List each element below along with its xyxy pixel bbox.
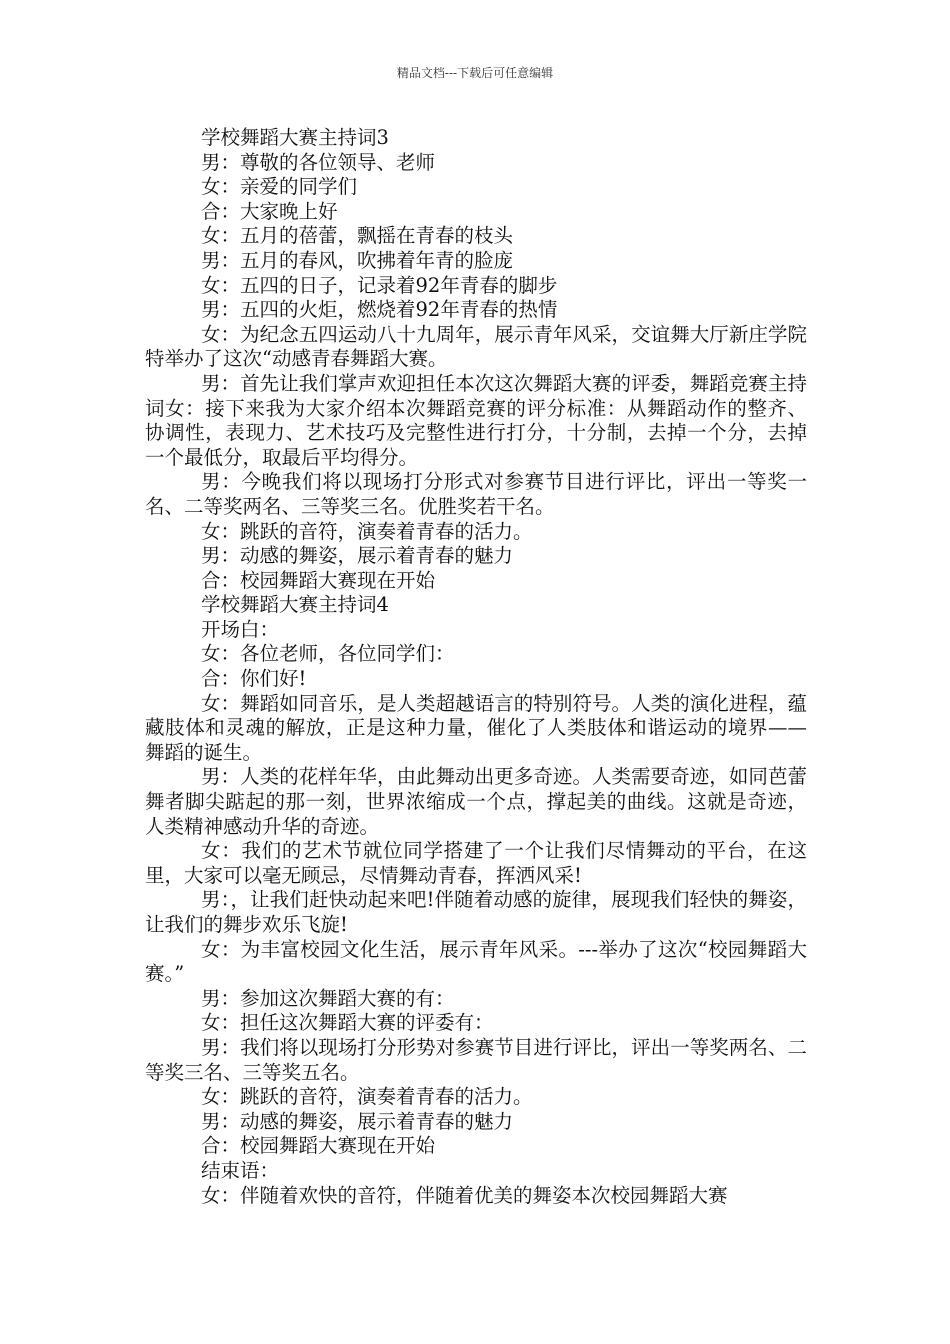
document-paragraph: 男：动感的舞姿，展示着青春的魅力 bbox=[201, 1109, 514, 1133]
document-paragraph: 男：五月的春风，吹拂着年青的脸庞 bbox=[201, 248, 514, 272]
document-paragraph: 女：亲爱的同学们 bbox=[201, 175, 358, 199]
document-paragraph: 女：五四的日子，记录着92年青春的脚步 bbox=[201, 273, 558, 297]
document-paragraph: 女：各位老师，各位同学们： bbox=[201, 642, 455, 666]
document-body bbox=[145, 126, 807, 1208]
document-paragraph: 合：大家晚上好 bbox=[201, 199, 338, 223]
document-paragraph: 学校舞蹈大赛主持词3 bbox=[201, 126, 389, 149]
document-paragraph: 男：参加这次舞蹈大赛的有： bbox=[201, 986, 455, 1010]
document-paragraph: 学校舞蹈大赛主持词4 bbox=[201, 593, 389, 617]
document-paragraph: 男：我们将以现场打分形势对参赛节目进行评比，评出一等奖两名、二等奖三名、三等奖五名。 bbox=[145, 1035, 807, 1084]
document-paragraph: 女：舞蹈如同音乐，是人类超越语言的特别符号。人类的演化进程，蕴藏肢体和灵魂的解放，正是这种力量，催化了人类肢体和谐运动的境界——舞蹈的诞生。 bbox=[145, 691, 807, 764]
document-paragraph: 女：跳跃的音符，演奏着青春的活力。 bbox=[201, 1085, 533, 1109]
page-header: 精品文档---下载后可任意编辑 bbox=[396, 66, 554, 80]
document-paragraph: 开场白： bbox=[201, 617, 280, 641]
document-paragraph: 男：今晚我们将以现场打分形式对参赛节目进行评比，评出一等奖一名、二等奖两名、三等奖三名。优胜奖若干名。 bbox=[145, 470, 807, 518]
document-paragraph: 合：校园舞蹈大赛现在开始 bbox=[201, 1134, 436, 1158]
document-paragraph: 女：担任这次舞蹈大赛的评委有： bbox=[201, 1011, 494, 1035]
document-paragraph: 男：人类的花样年华，由此舞动出更多奇迹。人类需要奇迹，如同芭蕾舞者脚尖踮起的那一刻，世界浓缩成一个点，撑起美的曲线。这就是奇迹，人类精神感动升华的奇迹。 bbox=[145, 765, 807, 838]
document-paragraph: 结束语： bbox=[201, 1158, 280, 1182]
document-paragraph: 男：尊敬的各位领导、老师 bbox=[201, 150, 436, 174]
document-paragraph: 男：五四的火炬，燃烧着92年青春的热情 bbox=[201, 298, 558, 322]
document-paragraph: 女：跳跃的音符，演奏着青春的活力。 bbox=[201, 519, 533, 543]
document-paragraph: 男：动感的舞姿，展示着青春的魅力 bbox=[201, 544, 514, 568]
document-paragraph: 女：我们的艺术节就位同学搭建了一个让我们尽情舞动的平台，在这里，大家可以毫无顾忌，尽情舞动青春，挥洒风采! bbox=[145, 839, 807, 887]
document-paragraph: 合：校园舞蹈大赛现在开始 bbox=[201, 568, 436, 592]
document-paragraph: 女：五月的蓓蕾，飘摇在青春的枝头 bbox=[201, 224, 514, 248]
document-paragraph: 男：首先让我们掌声欢迎担任本次这次舞蹈大赛的评委，舞蹈竞赛主持词女：接下来我为大家介绍本次舞蹈竞赛的评分标准：从舞蹈动作的整齐、协调性，表现力、艺术技巧及完整性进行打分，十分制，去掉一个分，去掉一个最低分，取最后平均得分。 bbox=[145, 371, 807, 469]
document-paragraph: 女：伴随着欢快的音符，伴随着优美的舞姿本次校园舞蹈大赛 bbox=[201, 1183, 728, 1207]
document-paragraph: 女：为丰富校园文化生活，展示青年风采。---举办了这次“校园舞蹈大赛。” bbox=[145, 937, 807, 986]
document-paragraph: 合：你们好! bbox=[201, 667, 307, 691]
document-paragraph: 女：为纪念五四运动八十九周年，展示青年风采，交谊舞大厅新庄学院特举办了这次“动感青春舞蹈大赛。 bbox=[145, 322, 807, 371]
document-paragraph: 男：，让我们赶快动起来吧!伴随着动感的旋律，展现我们轻快的舞姿，让我们的舞步欢乐飞旋! bbox=[145, 888, 807, 936]
